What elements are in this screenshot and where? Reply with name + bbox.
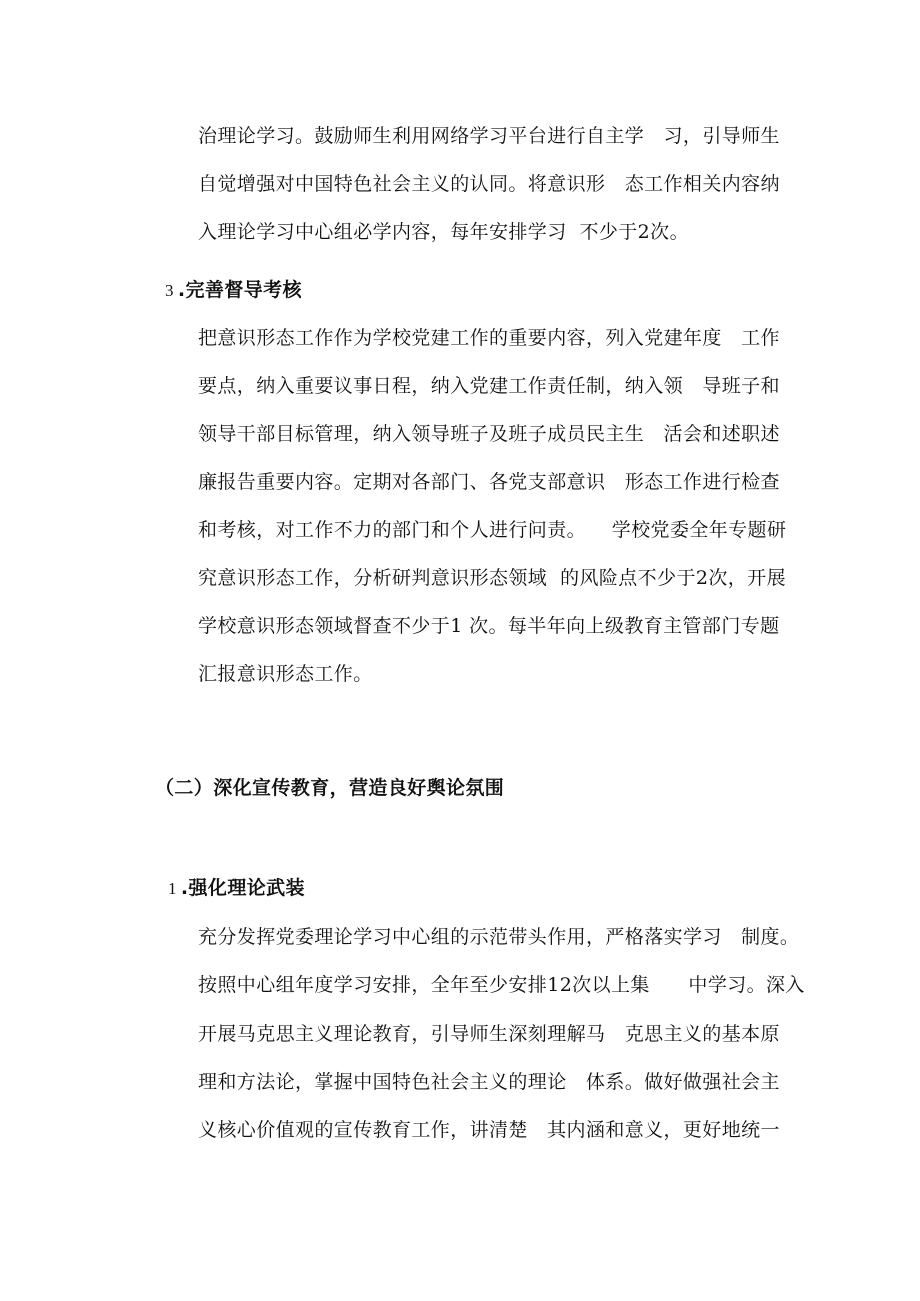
paragraph-line: 廉报告重要内容。定期对各部门、各党支部意识 形态工作进行检查 (198, 471, 780, 493)
paragraph-line: 开展马克思主义理论教育，引导师生深刻理解马 克思主义的基本原 (198, 1023, 780, 1045)
paragraph-line: 义核心价值观的宣传教育工作，讲清楚 其内涵和意义，更好地统一 (198, 1119, 780, 1141)
paragraph-line: 充分发挥党委理论学习中心组的示范带头作用，严格落实学习 制度。 (198, 926, 800, 948)
section-3-number: 3 (165, 281, 174, 300)
section-3-title: .完善督导考核 (177, 279, 302, 301)
paragraph-line: 治理论学习。鼓励师生利用网络学习平台进行自主学 习，引导师生 (198, 125, 780, 147)
paragraph-line: 按照中心组年度学习安排，全年至少安排12次以上集 中学习。深入 (198, 974, 805, 996)
paragraph-line: 领导干部目标管理，纳入领导班子及班子成员民主生 活会和述职述 (198, 423, 780, 445)
section-1-number: 1 (168, 879, 177, 898)
paragraph-line: 究意识形态工作，分析研判意识形态领域 的风险点不少于2次，开展 (198, 567, 786, 589)
paragraph-line: 把意识形态工作作为学校党建工作的重要内容，列入党建年度 工作 (198, 327, 780, 349)
paragraph-line: 理和方法论，掌握中国特色社会主义的理论 体系。做好做强社会主 (198, 1071, 780, 1093)
paragraph-line: 汇报意识形态工作。 (198, 663, 373, 685)
section-3-heading (165, 278, 302, 303)
paragraph-line: 入理论学习中心组必学内容，每年安排学习 不少于2次。 (198, 221, 689, 243)
section-er-heading: （二）深化宣传教育，营造良好舆论氛围 (155, 777, 505, 799)
section-1-title: .强化理论武装 (180, 877, 305, 899)
section-1-heading (168, 876, 305, 901)
paragraph-line: 自觉增强对中国特色社会主义的认同。将意识形 态工作相关内容纳 (198, 173, 780, 195)
paragraph-line: 学校意识形态领域督查不少于1 次。每半年向上级教育主管部门专题 (198, 615, 780, 637)
paragraph-line: 和考核，对工作不力的部门和个人进行问责。 学校党委全年专题研 (198, 519, 787, 541)
paragraph-line: 要点，纳入重要议事日程，纳入党建工作责任制，纳入领 导班子和 (198, 375, 780, 397)
